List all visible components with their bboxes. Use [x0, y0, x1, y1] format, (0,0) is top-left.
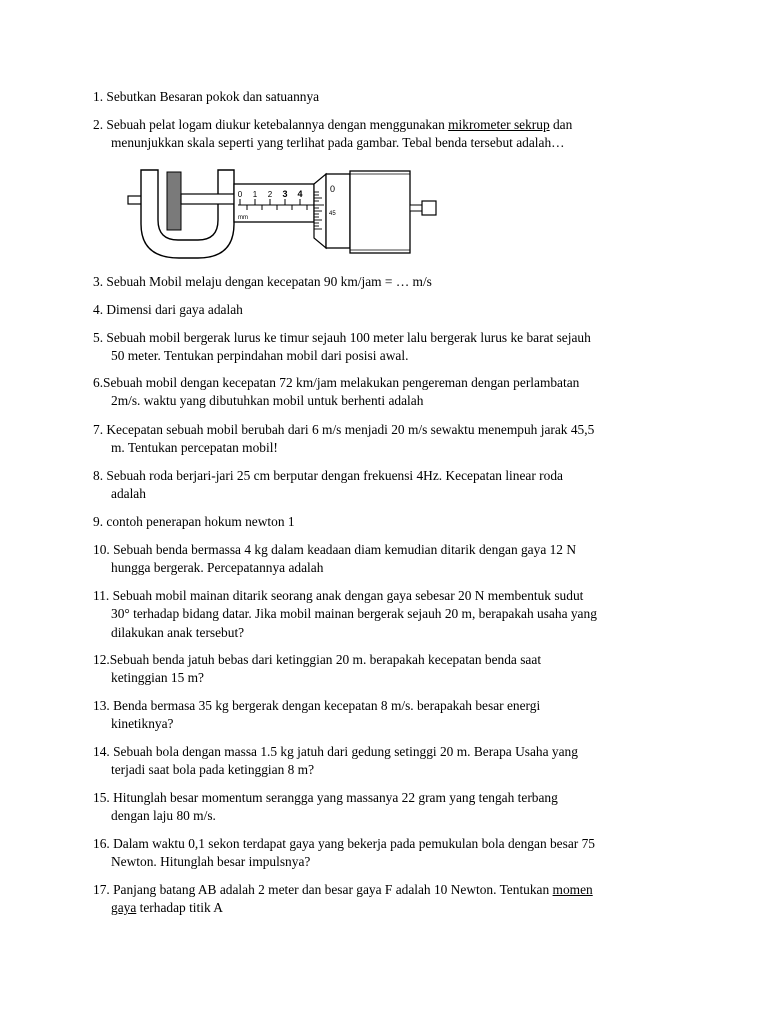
question-text: 30° terhadap bidang datar. Jika mobil mainan bergerak sejauh 20 m, berapakah usaha yang — [111, 606, 597, 622]
question-15 — [93, 789, 693, 826]
unit-label: mm — [238, 215, 248, 221]
question-text: hungga bergerak. Percepatannya adalah — [111, 560, 324, 576]
question-text: 6.Sebuah mobil dengan kecepatan 72 km/jam melakukan pengereman dengan perlambatan — [93, 375, 580, 390]
question-10 — [93, 541, 693, 578]
question-17 — [93, 881, 693, 918]
question-text: 11. Sebuah mobil mainan ditarik seorang anak dengan gaya sebesar 20 N membentuk sudut — [93, 588, 584, 603]
question-text: terjadi saat bola pada ketinggian 8 m? — [111, 762, 315, 778]
question-text: 8. Sebuah roda berjari-jari 25 cm berputar dengan frekuensi 4Hz. Kecepatan linear roda — [93, 468, 563, 483]
question-text: adalah — [111, 486, 146, 502]
question-text: Newton. Hitunglah besar impulsnya? — [111, 854, 311, 870]
question-1 — [93, 88, 693, 106]
momen-gaya-link[interactable]: gaya — [111, 900, 137, 916]
question-text: 16. Dalam waktu 0,1 sekon terdapat gaya yang bekerja pada pemukulan bola dengan besar 75 — [93, 836, 595, 851]
scale-number: 1 — [252, 190, 258, 199]
question-text: 10. Sebuah benda bermassa 4 kg dalam keadaan diam kemudian ditarik dengan gaya 12 N — [93, 542, 577, 557]
question-text: kinetiknya? — [111, 716, 174, 732]
question-text: 1. Sebutkan Besaran pokok dan satuannya — [93, 89, 320, 104]
question-13 — [93, 697, 693, 734]
question-text: 17. Panjang batang AB adalah 2 meter dan besar gaya F adalah 10 Newton. Tentukan — [93, 882, 553, 897]
question-4 — [93, 301, 693, 319]
question-text: dengan laju 80 m/s. — [111, 808, 216, 824]
question-text: 15. Hitunglah besar momentum serangga yang massanya 22 gram yang tengah terbang — [93, 790, 558, 805]
question-text: 13. Benda bermasa 35 kg bergerak dengan kecepatan 8 m/s. berapakah besar energi — [93, 698, 541, 713]
question-text: 4. Dimensi dari gaya adalah — [93, 302, 243, 317]
question-11 — [93, 587, 693, 642]
thimble-number: 45 — [329, 211, 336, 217]
momen-gaya-link[interactable]: momen — [552, 882, 593, 897]
question-text: 2. Sebuah pelat logam diukur ketebalannya dengan menggunakan — [93, 117, 449, 132]
question-9 — [93, 513, 693, 531]
mikrometer-sekrup-link[interactable]: mikrometer sekrup — [448, 117, 550, 132]
question-12 — [93, 651, 693, 688]
question-text: 9. contoh penerapan hokum newton 1 — [93, 514, 295, 529]
question-text: 5. Sebuah mobil bergerak lurus ke timur sejauh 100 meter lalu bergerak lurus ke barat sejauh — [93, 330, 591, 345]
question-text: dan — [549, 117, 573, 132]
question-text: dilakukan anak tersebut? — [111, 624, 245, 640]
thimble-number: 0 — [330, 184, 336, 194]
scale-number: 2 — [267, 190, 273, 199]
question-text: ketinggian 15 m? — [111, 670, 204, 686]
scale-number: 0 — [237, 190, 243, 199]
question-text: terhadap titik A — [136, 900, 223, 916]
question-text: 7. Kecepatan sebuah mobil berubah dari 6 m/s menjadi 20 m/s sewaktu menempuh jarak 45,5 — [93, 422, 595, 437]
question-text: menunjukkan skala seperti yang terlihat pada gambar. Tebal benda tersebut adalah… — [111, 135, 565, 151]
question-14 — [93, 743, 693, 780]
question-16 — [93, 835, 693, 872]
question-5 — [93, 329, 693, 366]
question-text: 2m/s. waktu yang dibutuhkan mobil untuk berhenti adalah — [111, 393, 424, 409]
question-2 — [93, 116, 693, 153]
micrometer-image — [126, 168, 446, 262]
question-text: m. Tentukan percepatan mobil! — [111, 440, 278, 456]
scale-number: 4 — [297, 189, 303, 199]
question-6 — [93, 374, 693, 411]
question-8 — [93, 467, 693, 504]
question-text: 3. Sebuah Mobil melaju dengan kecepatan 90 km/jam = … m/s — [93, 274, 432, 289]
question-text: 14. Sebuah bola dengan massa 1.5 kg jatuh dari gedung setinggi 20 m. Berapa Usaha yang — [93, 744, 578, 759]
question-3 — [93, 273, 693, 291]
question-text: 50 meter. Tentukan perpindahan mobil dari posisi awal. — [111, 348, 409, 364]
question-text: 12.Sebuah benda jatuh bebas dari ketinggian 20 m. berapakah kecepatan benda saat — [93, 652, 542, 667]
question-7 — [93, 421, 693, 458]
scale-number: 3 — [282, 189, 288, 199]
